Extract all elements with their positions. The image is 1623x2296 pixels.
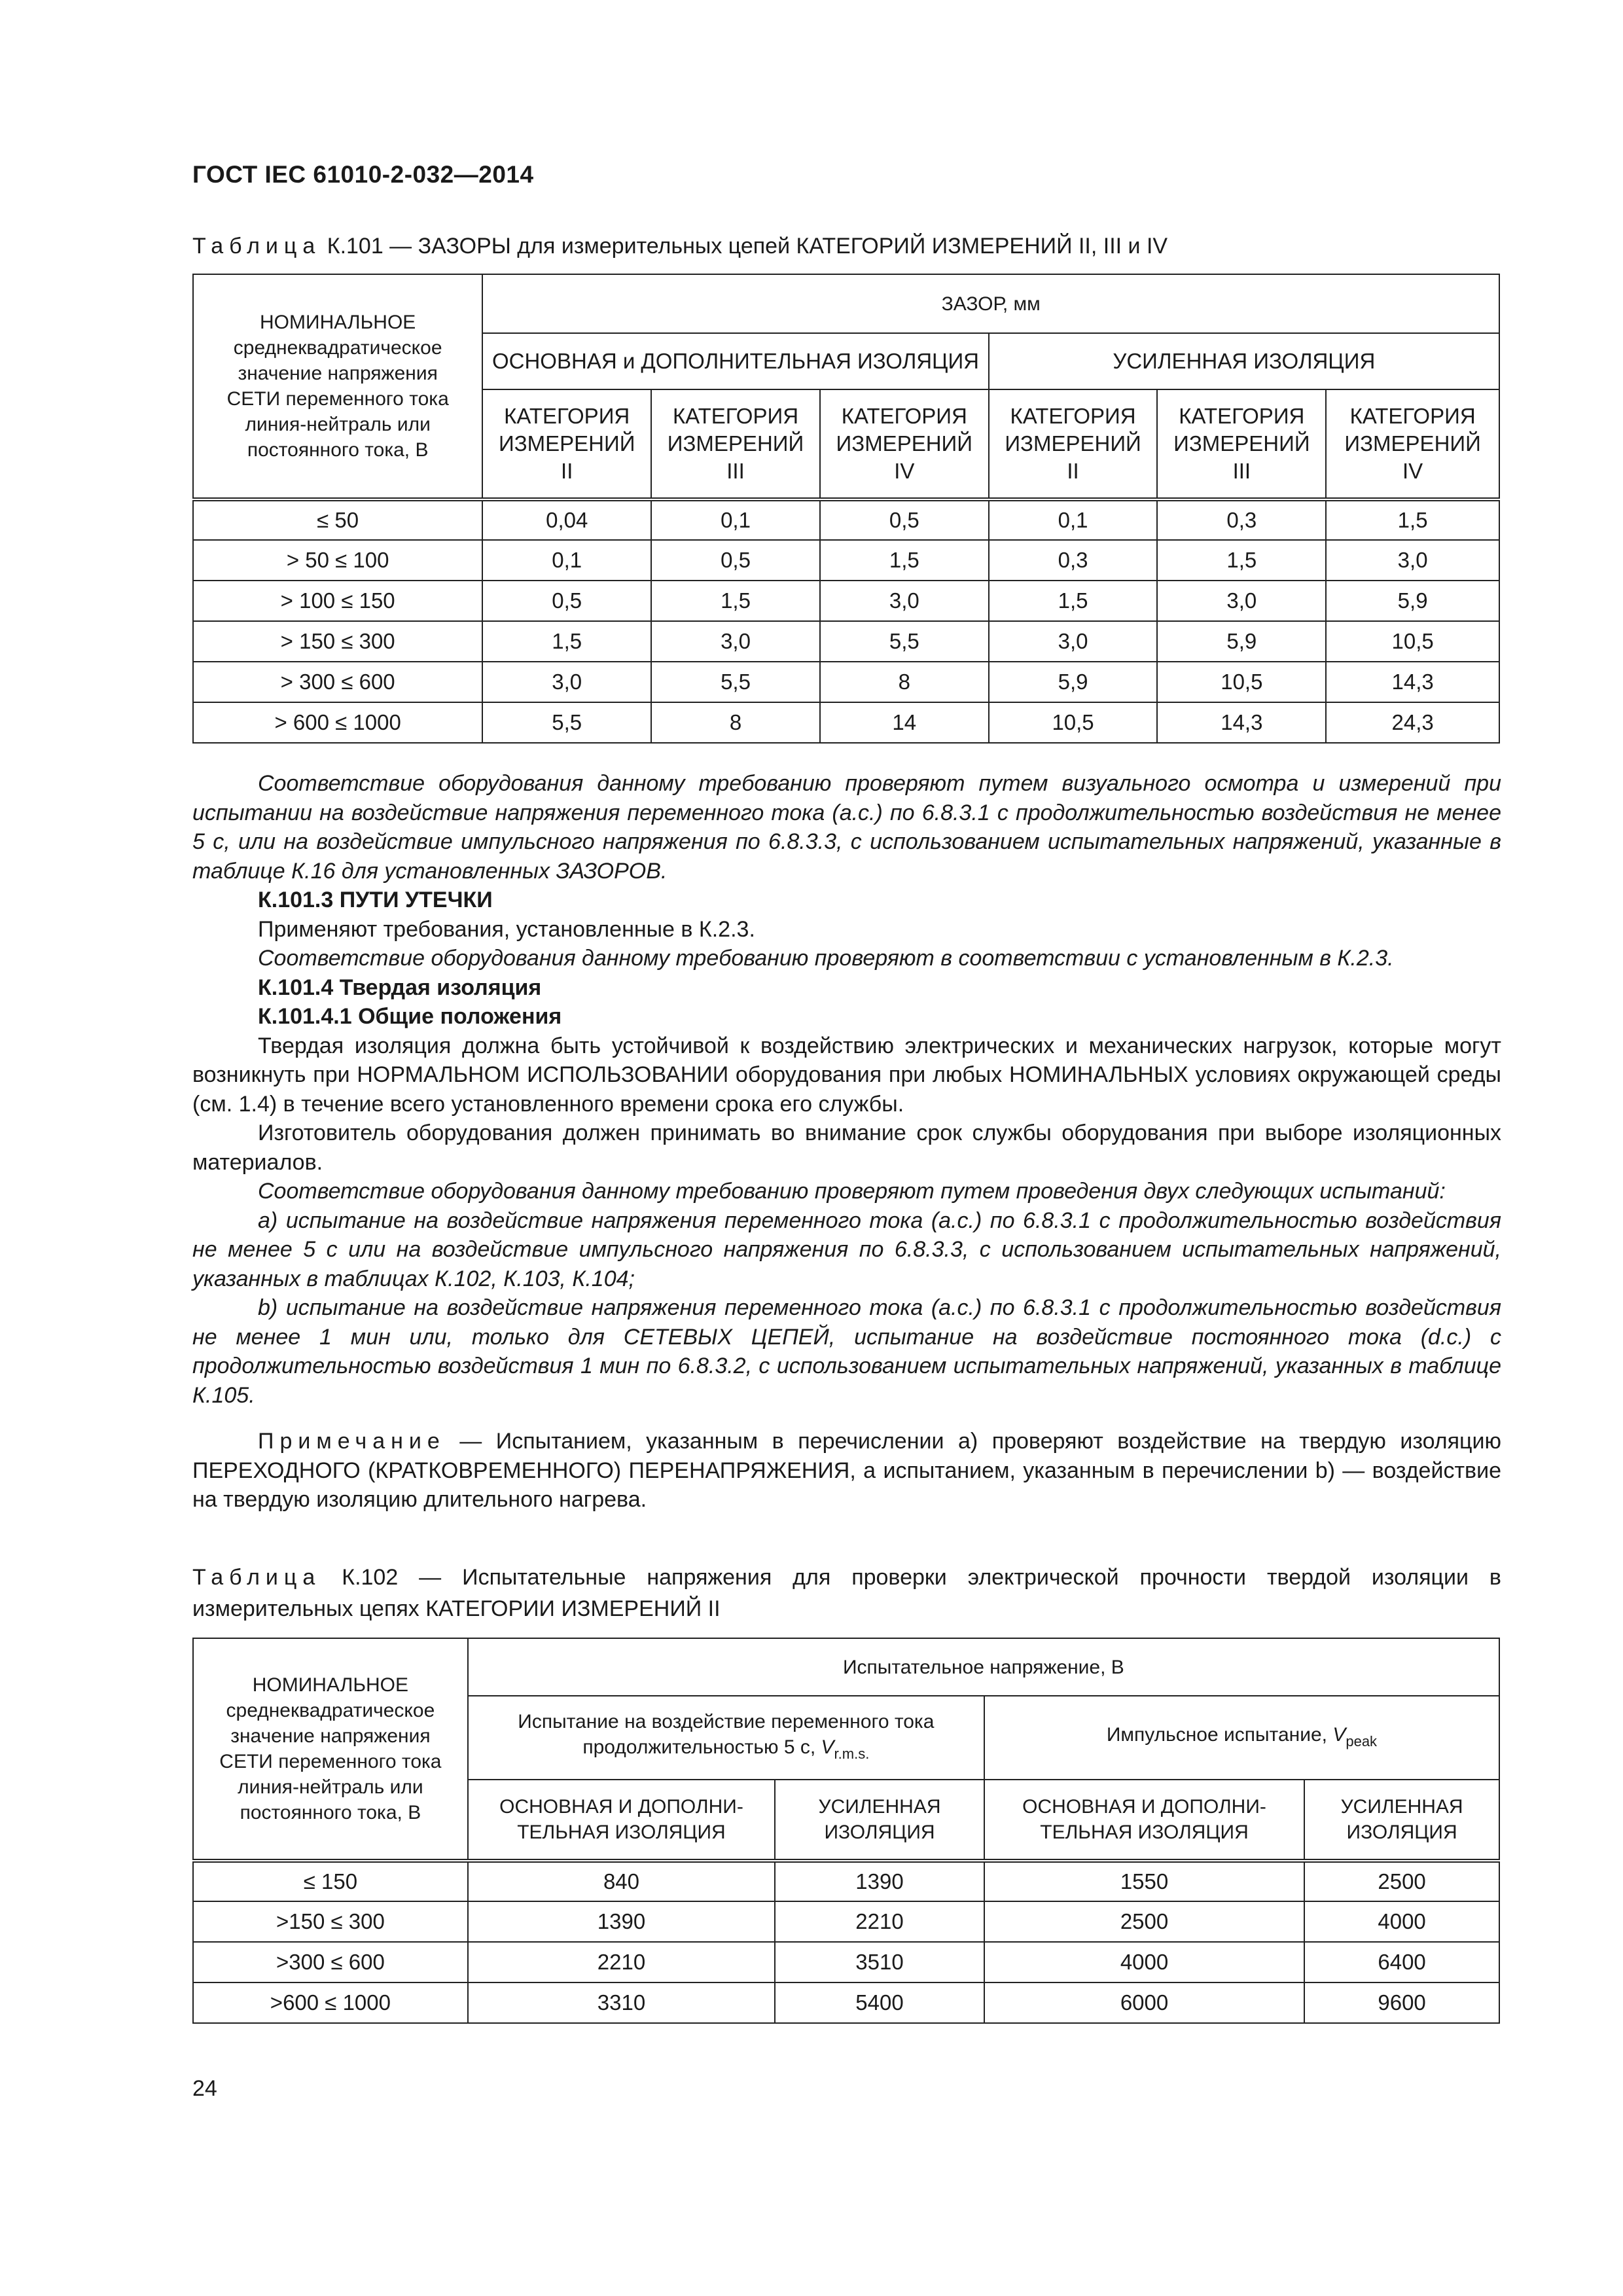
- k102-impulse-test-header: Импульсное испытание, $V_{peak}$: [984, 1696, 1499, 1780]
- k101-basic-insulation-header: ОСНОВНАЯ и ДОПОЛНИТЕЛЬНАЯ ИЗОЛЯЦИЯ: [482, 333, 988, 389]
- section-heading: К.101.4.1 Общие положения: [258, 1004, 562, 1029]
- page-number: 24: [192, 2076, 217, 2101]
- table-word: Таблица: [192, 1565, 321, 1590]
- k102-basic-insulation-header: ОСНОВНАЯ И ДОПОЛНИ- ТЕЛЬНАЯ ИЗОЛЯЦИЯ: [468, 1780, 775, 1861]
- k101-cat-header: КАТЕГОРИЯ ИЗМЕРЕНИЙ IV: [820, 389, 989, 499]
- k101-group-title: ЗАЗОР, мм: [482, 274, 1499, 333]
- table-row: > 100 ≤ 150 0,5 1,5 3,0 1,5 3,0 5,9: [193, 581, 1499, 621]
- k102-reinforced-insulation-header: УСИЛЕННАЯ ИЗОЛЯЦИЯ: [1304, 1780, 1499, 1861]
- table-k101-caption: [192, 230, 1501, 262]
- caption-text: К.102 — Испытательные напряжения для проверки электрической прочности твердой изоляции в измерительных цепях КАТЕГОРИИ ИЗМЕРЕНИЙ II: [192, 1565, 1501, 1621]
- k101-cat-header: КАТЕГОРИЯ ИЗМЕРЕНИЙ III: [1157, 389, 1326, 499]
- k102-reinforced-insulation-header: УСИЛЕННАЯ ИЗОЛЯЦИЯ: [775, 1780, 984, 1861]
- section-heading: К.101.4 Твердая изоляция: [258, 975, 542, 1000]
- table-k102: [192, 1638, 1500, 2024]
- table-row: ≤ 150 840 1390 1550 2500: [193, 1861, 1499, 1901]
- k102-row-header: НОМИНАЛЬНОЕ среднеквадратическое значение напряжения СЕТИ переменного тока линия-нейтраль или постоянного тока, В: [193, 1638, 468, 1861]
- table-row: ≤ 50 0,04 0,1 0,5 0,1 0,3 1,5: [193, 499, 1499, 540]
- section-heading: К.101.3 ПУТИ УТЕЧКИ: [258, 888, 493, 912]
- table-row: >300 ≤ 600 2210 3510 4000 6400: [193, 1942, 1499, 1982]
- k101-cat-header: КАТЕГОРИЯ ИЗМЕРЕНИЙ IV: [1326, 389, 1499, 499]
- table-row: >600 ≤ 1000 3310 5400 6000 9600: [193, 1982, 1499, 2023]
- table-row: > 600 ≤ 1000 5,5 8 14 10,5 14,3 24,3: [193, 702, 1499, 743]
- k101-cat-header: КАТЕГОРИЯ ИЗМЕРЕНИЙ III: [651, 389, 820, 499]
- table-row: > 150 ≤ 300 1,5 3,0 5,5 3,0 5,9 10,5: [193, 621, 1499, 662]
- caption-text: К.101 — ЗАЗОРЫ для измерительных цепей КАТЕГОРИЙ ИЗМЕРЕНИЙ II, III и IV: [321, 234, 1168, 259]
- paragraph: Соответствие оборудования данному требованию проверяют в соответствии с установленным в К.2.3.: [258, 946, 1394, 971]
- k102-ac-test-header: Испытание на воздействие переменного тока продолжительностью 5 с, $V_{r.m.s.}$: [468, 1696, 984, 1780]
- document-code-header: ГОСТ IEC 61010-2-032—2014: [192, 161, 534, 188]
- k101-cat-header: КАТЕГОРИЯ ИЗМЕРЕНИЙ II: [989, 389, 1158, 499]
- paragraph: Соответствие оборудования данному требованию проверяют путем проведения двух следующих испытаний:: [258, 1179, 1446, 1204]
- k101-reinforced-insulation-header: УСИЛЕННАЯ ИЗОЛЯЦИЯ: [989, 333, 1499, 389]
- k102-basic-insulation-header: ОСНОВНАЯ И ДОПОЛНИ- ТЕЛЬНАЯ ИЗОЛЯЦИЯ: [984, 1780, 1304, 1861]
- paragraph: Твердая изоляция должна быть устойчивой к воздействию электрических и механических нагрузок, которые могут возникнуть при НОРМАЛЬНОМ ИСПОЛЬЗОВАНИИ оборудования при любых НОМИНАЛЬНЫХ условиях окружающей среды (см. 1.4) в течение всего установленного времени срока его службы.: [192, 1033, 1501, 1117]
- list-item: b) испытание на воздействие напряжения переменного тока (a.c.) по 6.8.3.1 с продолжительностью воздействия не менее 1 мин или, только для СЕТЕВЫХ ЦЕПЕЙ, испытание на воздействие постоянного тока (d.c.) с продолжительностью воздействия 1 мин по 6.8.3.2, с использованием испытательных напряжений, указанных в таблице К.105.: [192, 1295, 1501, 1408]
- table-word: Таблица: [192, 234, 321, 259]
- table-k101: [192, 274, 1500, 744]
- paragraph: Соответствие оборудования данному требованию проверяют путем визуального осмотра и измерений при испытании на воздействие напряжения переменного тока (a.c.) по 6.8.3.1 с продолжительностью воздействия не менее 5 с, или на воздействие импульсного напряжения по 6.8.3.3, с использованием испытательных напряжений, указанные в таблице К.16 для установленных ЗАЗОРОВ.: [192, 771, 1501, 884]
- k101-row-header: НОМИНАЛЬНОЕ среднеквадратическое значение напряжения СЕТИ переменного тока линия-нейтраль или постоянного тока, В: [193, 274, 482, 499]
- table-row: > 50 ≤ 100 0,1 0,5 1,5 0,3 1,5 3,0: [193, 540, 1499, 581]
- table-k102-caption: [192, 1562, 1501, 1624]
- list-item: a) испытание на воздействие напряжения переменного тока (a.c.) по 6.8.3.1 с продолжительностью воздействия не менее 5 с или на воздействие импульсного напряжения по 6.8.3.3, с использованием испытательных напряжений, указанных в таблицах К.102, К.103, К.104;: [192, 1208, 1501, 1291]
- note: Примечание — Испытанием, указанным в перечислении a) проверяют воздействие на твердую изоляцию ПЕРЕХОДНОГО (КРАТКОВРЕМЕННОГО) ПЕРЕНАПРЯЖЕНИЯ, а испытанием, указанным в перечислении b) — воздействие на твердую изоляцию длительного нагрева.: [192, 1429, 1501, 1512]
- paragraph: Применяют требования, установленные в К.2.3.: [258, 916, 755, 942]
- paragraph: Изготовитель оборудования должен принимать во внимание срок службы оборудования при выборе изоляционных материалов.: [192, 1121, 1501, 1175]
- body-text: [192, 769, 1501, 1515]
- k101-cat-header: КАТЕГОРИЯ ИЗМЕРЕНИЙ II: [482, 389, 651, 499]
- k102-group-title: Испытательное напряжение, В: [468, 1638, 1499, 1696]
- table-row: > 300 ≤ 600 3,0 5,5 8 5,9 10,5 14,3: [193, 662, 1499, 702]
- table-row: >150 ≤ 300 1390 2210 2500 4000: [193, 1901, 1499, 1942]
